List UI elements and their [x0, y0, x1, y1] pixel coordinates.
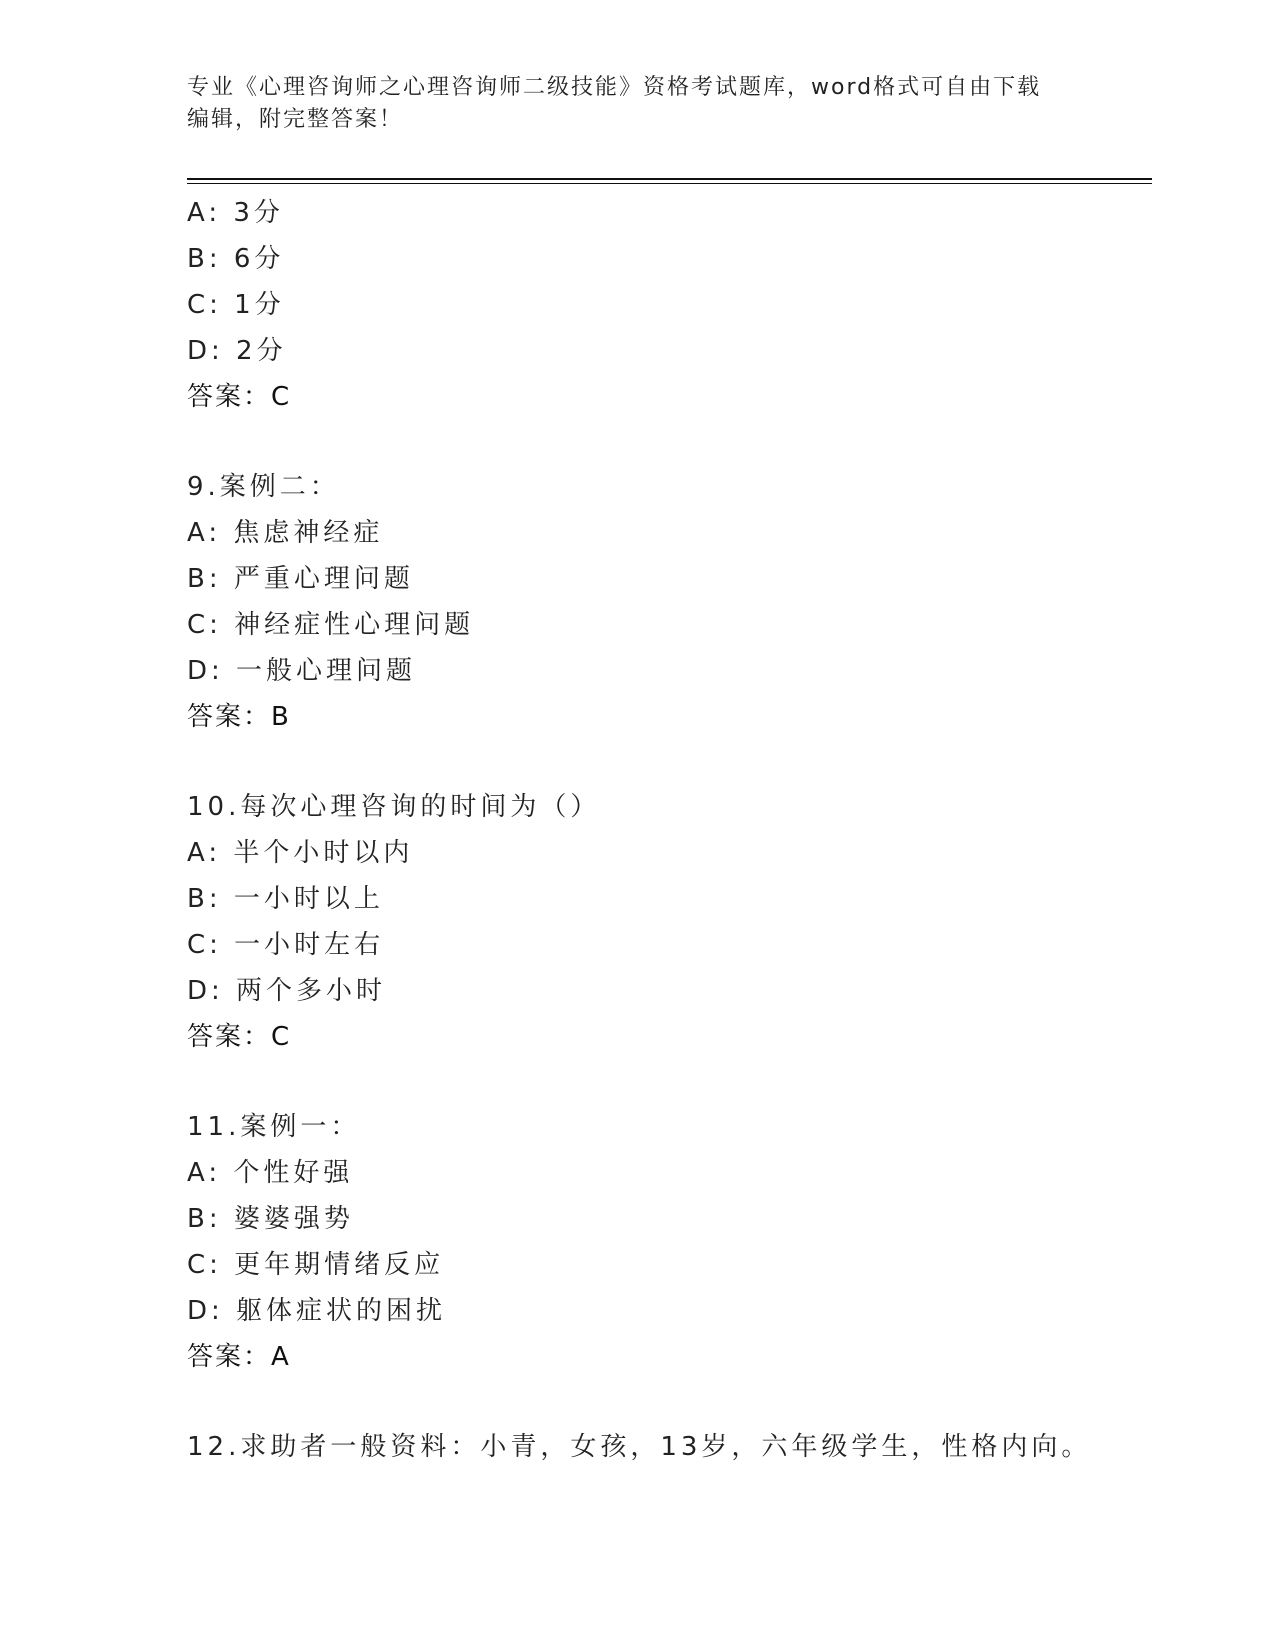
option-a: A: 焦虑神经症 — [187, 518, 384, 548]
question-11 — [187, 1104, 1152, 1380]
question-stem: 12.求助者一般资料：小青，女孩，13岁，六年级学生，性格内向。 — [187, 1432, 1092, 1462]
answer: 答案：A — [187, 1342, 291, 1372]
header-divider-thin — [187, 183, 1152, 184]
option-b: B: 6分 — [187, 244, 285, 274]
option-d: D: 躯体症状的困扰 — [187, 1296, 447, 1326]
option-d: D: 2分 — [187, 336, 287, 366]
question-stem: 10.每次心理咨询的时间为（） — [187, 792, 601, 822]
option-c: C: 更年期情绪反应 — [187, 1250, 445, 1280]
answer: 答案：C — [187, 382, 292, 412]
question-list — [187, 190, 1152, 1470]
spacer — [187, 1380, 1152, 1424]
option-a: A: 3分 — [187, 198, 284, 228]
option-b: B: 一小时以上 — [187, 884, 384, 914]
option-c: C: 神经症性心理问题 — [187, 610, 475, 640]
spacer — [187, 420, 1152, 464]
header-divider-thick — [187, 178, 1152, 180]
question-12 — [187, 1424, 1152, 1470]
option-d: D: 一般心理问题 — [187, 656, 417, 686]
option-d: D: 两个多小时 — [187, 976, 387, 1006]
question-stem: 9.案例二： — [187, 472, 340, 502]
question-8 — [187, 190, 1152, 420]
spacer — [187, 1060, 1152, 1104]
header-line-1: 专业《心理咨询师之心理咨询师二级技能》资格考试题库，word格式可自由下载 — [187, 75, 1042, 100]
option-a: A: 个性好强 — [187, 1158, 354, 1188]
option-b: B: 严重心理问题 — [187, 564, 414, 594]
question-9 — [187, 464, 1152, 740]
option-c: C: 一小时左右 — [187, 930, 385, 960]
question-stem: 11.案例一： — [187, 1112, 361, 1142]
answer: 答案：C — [187, 1022, 292, 1052]
option-b: B: 婆婆强势 — [187, 1204, 354, 1234]
spacer — [187, 740, 1152, 784]
option-c: C: 1分 — [187, 290, 285, 320]
answer: 答案：B — [187, 702, 291, 732]
question-10 — [187, 784, 1152, 1060]
option-a: A: 半个小时以内 — [187, 838, 414, 868]
document-header — [187, 72, 1067, 136]
header-line-2: 编辑，附完整答案！ — [187, 107, 404, 132]
